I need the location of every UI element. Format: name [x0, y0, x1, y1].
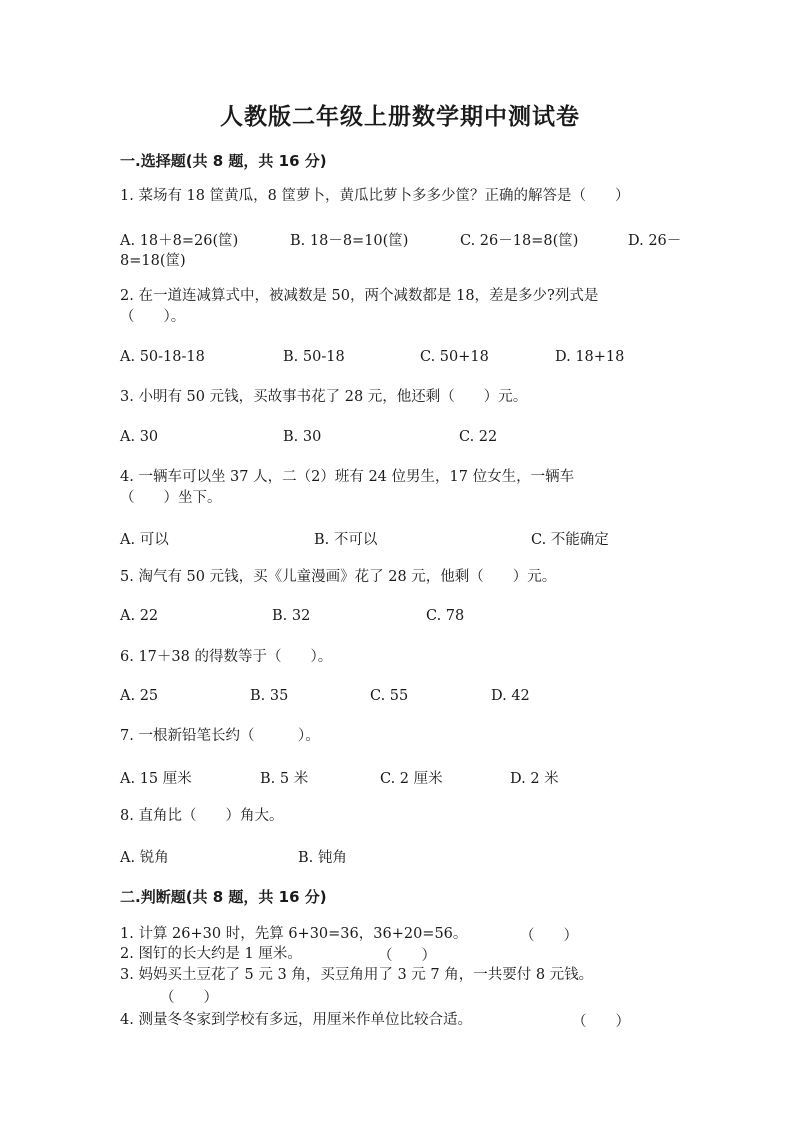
question-8-option-a[interactable]: A. 锐角 [120, 850, 169, 866]
question-3-option-b[interactable]: B. 30 [283, 429, 322, 445]
question-1-option-d[interactable]: D. 26－ [628, 233, 682, 249]
exam-title: 人教版二年级上册数学期中测试卷 [220, 103, 580, 130]
question-1-option-c[interactable]: C. 26－18=8(筐) [460, 233, 579, 249]
question-6-option-c[interactable]: C. 55 [370, 688, 409, 704]
question-6-option-a[interactable]: A. 25 [120, 688, 159, 704]
question-2-text: 2. 在一道连减算式中，被减数是 50，两个减数都是 18，差是多少?列式是 [120, 288, 599, 304]
question-4-option-c[interactable]: C. 不能确定 [531, 532, 609, 548]
question-4-option-a[interactable]: A. 可以 [120, 532, 169, 548]
question-5-option-a[interactable]: A. 22 [120, 608, 159, 624]
question-8-option-b[interactable]: B. 钝角 [298, 850, 347, 866]
question-4-option-b[interactable]: B. 不可以 [314, 532, 378, 548]
question-3-option-a[interactable]: A. 30 [120, 429, 159, 445]
question-2-option-c[interactable]: C. 50+18 [420, 349, 489, 365]
question-6-option-b[interactable]: B. 35 [250, 688, 289, 704]
section-heading-judge: 二.判断题(共 8 题，共 16 分) [120, 888, 327, 906]
judge-item-2: 2. 图钉的长大约是 1 厘米。 [120, 946, 302, 962]
question-3-option-c[interactable]: C. 22 [459, 429, 498, 445]
question-2-option-b[interactable]: B. 50-18 [283, 349, 345, 365]
question-1-option-b[interactable]: B. 18－8=10(筐) [290, 233, 409, 249]
judge-item-4: 4. 测量冬冬家到学校有多远，用厘米作单位比较合适。 [120, 1012, 472, 1028]
judge-item-2-answer-blank[interactable]: （ ） [378, 948, 436, 964]
judge-item-1: 1. 计算 26+30 时，先算 6+30=36，36+20=56。 [120, 926, 468, 942]
judge-item-4-answer-blank[interactable]: （ ） [572, 1014, 630, 1030]
question-4-text-cont: （ ）坐下。 [120, 490, 222, 506]
question-8-text: 8. 直角比（ ）角大。 [120, 808, 284, 824]
judge-item-3-answer-blank[interactable]: （ ） [160, 990, 218, 1006]
question-1-text: 1. 菜场有 18 筐黄瓜，8 筐萝卜，黄瓜比萝卜多多少筐？正确的解答是（ ） [120, 188, 630, 204]
question-7-option-b[interactable]: B. 5 米 [260, 771, 309, 787]
question-6-text: 6. 17＋38 的得数等于（ ）。 [120, 649, 333, 665]
question-7-text: 7. 一根新铅笔长约（ ）。 [120, 728, 320, 744]
question-7-option-c[interactable]: C. 2 厘米 [380, 771, 443, 787]
question-5-text: 5. 淘气有 50 元钱，买《儿童漫画》花了 28 元，他剩（ ）元。 [120, 569, 557, 585]
question-5-option-b[interactable]: B. 32 [272, 608, 311, 624]
section-heading-choice: 一.选择题(共 8 题，共 16 分) [120, 152, 327, 170]
question-7-option-a[interactable]: A. 15 厘米 [120, 771, 192, 787]
question-6-option-d[interactable]: D. 42 [491, 688, 530, 704]
question-2-text-cont: （ ）。 [120, 309, 186, 325]
question-5-option-c[interactable]: C. 78 [426, 608, 465, 624]
question-7-option-d[interactable]: D. 2 米 [510, 771, 559, 787]
question-3-text: 3. 小明有 50 元钱，买故事书花了 28 元，他还剩（ ）元。 [120, 389, 528, 405]
question-2-option-a[interactable]: A. 50-18-18 [120, 349, 205, 365]
question-4-text: 4. 一辆车可以坐 37 人，二（2）班有 24 位男生，17 位女生，一辆车 [120, 469, 575, 485]
question-2-option-d[interactable]: D. 18+18 [555, 349, 625, 365]
question-1-option-d-cont: 8=18(筐) [120, 253, 186, 269]
question-1-option-a[interactable]: A. 18＋8=26(筐) [120, 233, 239, 249]
judge-item-1-answer-blank[interactable]: （ ） [520, 928, 578, 944]
judge-item-3: 3. 妈妈买土豆花了 5 元 3 角，买豆角用了 3 元 7 角，一共要付 8 元钱。 [120, 967, 594, 983]
